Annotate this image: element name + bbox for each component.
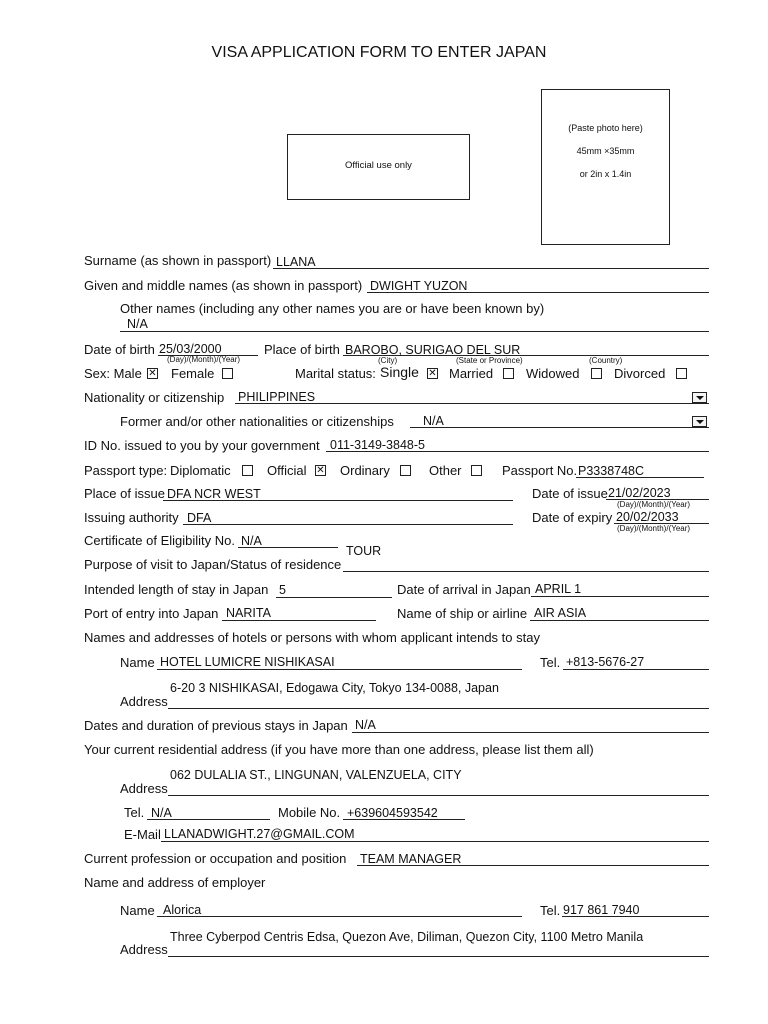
id-no-field[interactable]: 011-3149-3848-5 [330, 438, 425, 452]
divorced-checkbox[interactable] [676, 368, 687, 379]
ship-airline-label: Name of ship or airline [397, 606, 528, 621]
current-address-sublabel: Address [120, 781, 168, 796]
dob-field[interactable]: 25/03/2000 [159, 342, 222, 356]
employer-tel-label: Tel. [540, 903, 561, 918]
given-names-field[interactable]: DWIGHT YUZON [370, 279, 468, 293]
pob-label: Place of birth [264, 342, 340, 357]
nationality-label: Nationality or citizenship [84, 390, 225, 405]
ordinary-label: Ordinary [340, 463, 390, 478]
photo-line-3: or 2in x 1.4in [579, 169, 632, 179]
passport-no-label: Passport No. [502, 463, 578, 478]
employer-name-field[interactable]: Alorica [163, 903, 202, 917]
hotel-address-field[interactable]: 6-20 3 NISHIKASAI, Edogawa City, Tokyo 134-0088, Japan [170, 681, 499, 695]
port-entry-field[interactable]: NARITA [226, 606, 271, 620]
divorced-label: Divorced [614, 366, 666, 381]
current-address-line [168, 795, 709, 796]
hotel-name-label: Name [120, 655, 155, 670]
prev-stays-line [352, 732, 709, 733]
tel-label: Tel. [124, 805, 145, 820]
purpose-label: Purpose of visit to Japan/Status of residence [84, 557, 342, 572]
email-field[interactable]: LLANADWIGHT.27@GMAIL.COM [164, 827, 355, 841]
place-issue-field[interactable]: DFA NCR WEST [167, 487, 261, 501]
employer-address-label: Address [120, 942, 168, 957]
other-label: Other [429, 463, 462, 478]
photo-box [541, 89, 670, 245]
hotel-name-line [157, 669, 522, 670]
former-nationality-line [410, 427, 709, 428]
ship-airline-line [530, 620, 709, 621]
other-names-label: Other names (including any other names you are or have been known by) [120, 301, 545, 316]
mobile-field[interactable]: +639604593542 [347, 806, 438, 820]
prev-stays-field[interactable]: N/A [355, 718, 376, 732]
hotel-tel-label: Tel. [540, 655, 561, 670]
nationality-dropdown-icon[interactable] [692, 392, 707, 403]
diplomatic-label: Diplomatic [170, 463, 231, 478]
former-nationality-field[interactable]: N/A [423, 414, 444, 428]
current-address-label: Your current residential address (if you have more than one address, please list them all) [84, 742, 594, 757]
photo-line-1: (Paste photo here) [568, 123, 643, 133]
date-issue-label: Date of issue [532, 486, 608, 501]
pob-field[interactable]: BAROBO, SURIGAO DEL SUR [345, 343, 521, 357]
tel-field[interactable]: N/A [151, 806, 172, 820]
profession-label: Current profession or occupation and position [84, 851, 347, 866]
former-nationality-label: Former and/or other nationalities or citizenships [120, 414, 394, 429]
diplomatic-checkbox[interactable] [242, 465, 253, 476]
port-entry-line [222, 620, 376, 621]
other-names-line [120, 331, 709, 332]
issuing-authority-label: Issuing authority [84, 510, 179, 525]
hotel-tel-line [563, 669, 709, 670]
employer-name-line [157, 916, 522, 917]
employer-address-line [168, 956, 709, 957]
employer-address-field[interactable]: Three Cyberpod Centris Edsa, Quezon Ave, Diliman, Quezon City, 1100 Metro Manila [170, 930, 644, 944]
issuing-authority-field[interactable]: DFA [187, 511, 212, 525]
female-checkbox[interactable] [222, 368, 233, 379]
email-label: E-Mail [124, 827, 161, 842]
surname-label: Surname (as shown in passport) [84, 253, 272, 268]
official-use-box [287, 134, 470, 200]
female-label: Female [171, 366, 215, 381]
email-line [161, 841, 709, 842]
widowed-checkbox[interactable] [591, 368, 602, 379]
nationality-field[interactable]: PHILIPPINES [238, 390, 316, 404]
purpose-line [343, 571, 709, 572]
date-arrival-field[interactable]: APRIL 1 [535, 582, 582, 596]
cert-eligibility-label: Certificate of Eligibility No. [84, 533, 235, 548]
surname-field[interactable]: LLANA [276, 255, 316, 269]
married-label: Married [449, 366, 494, 381]
given-names-label: Given and middle names (as shown in passport) [84, 278, 363, 293]
date-arrival-line [531, 596, 709, 597]
mobile-label: Mobile No. [278, 805, 341, 820]
date-issue-hint: (Day)/(Month)/(Year) [617, 500, 691, 509]
other-names-field[interactable]: N/A [127, 317, 148, 331]
employer-tel-field[interactable]: 917 861 7940 [563, 903, 640, 917]
hotel-name-field[interactable]: HOTEL LUMICRE NISHIKASAI [160, 655, 335, 669]
form-title: VISA APPLICATION FORM TO ENTER JAPAN [211, 44, 547, 61]
profession-field[interactable]: TEAM MANAGER [360, 852, 462, 866]
hotel-address-line [168, 708, 709, 709]
country-hint: (Country) [589, 356, 623, 365]
hotels-label: Names and addresses of hotels or persons with whom applicant intends to stay [84, 630, 540, 645]
date-expiry-hint: (Day)/(Month)/(Year) [617, 524, 691, 533]
current-address-field[interactable]: 062 DULALIA ST., LINGUNAN, VALENZUELA, CITY [170, 768, 462, 782]
passport-no-field[interactable]: P3338748C [578, 464, 645, 478]
city-hint: (City) [378, 356, 398, 365]
dob-label: Date of birth [84, 342, 155, 357]
issuing-authority-line [183, 524, 513, 525]
date-issue-field[interactable]: 21/02/2023 [608, 486, 671, 500]
passport-type-label: Passport type: [84, 463, 168, 478]
photo-line-2: 45mm ×35mm [576, 146, 635, 156]
ordinary-checkbox[interactable] [400, 465, 411, 476]
surname-line [273, 268, 709, 269]
marital-value: Single [380, 364, 419, 380]
hotel-address-label: Address [120, 694, 168, 709]
married-checkbox[interactable] [503, 368, 514, 379]
official-label: Official [267, 463, 307, 478]
single-checkbox[interactable]: ✕ [428, 368, 437, 379]
male-checkbox[interactable]: ✕ [148, 368, 157, 379]
former-nationality-dropdown-icon[interactable] [692, 416, 707, 427]
state-hint: (State or Province) [456, 356, 523, 365]
employer-name-label: Name [120, 903, 155, 918]
ship-airline-field[interactable]: AIR ASIA [534, 606, 587, 620]
length-stay-label: Intended length of stay in Japan [84, 582, 269, 597]
prev-stays-label: Dates and duration of previous stays in Japan [84, 718, 348, 733]
official-checkbox[interactable]: ✕ [316, 465, 325, 476]
place-issue-label: Place of issue [84, 486, 165, 501]
official-use-label: Official use only [345, 160, 412, 171]
other-checkbox[interactable] [471, 465, 482, 476]
employer-label: Name and address of employer [84, 875, 266, 890]
marital-label: Marital status: [295, 366, 376, 381]
sex-label: Sex: Male [84, 366, 142, 381]
hotel-tel-field[interactable]: +813-5676-27 [566, 655, 645, 669]
length-stay-field[interactable]: 5 [279, 583, 286, 597]
purpose-field[interactable]: TOUR [346, 544, 382, 558]
date-expiry-label: Date of expiry [532, 510, 613, 525]
port-entry-label: Port of entry into Japan [84, 606, 219, 621]
length-stay-line [276, 597, 392, 598]
date-arrival-label: Date of arrival in Japan [397, 582, 531, 597]
date-expiry-field[interactable]: 20/02/2033 [616, 510, 679, 524]
id-no-label: ID No. issued to you by your government [84, 438, 320, 453]
cert-eligibility-field[interactable]: N/A [241, 534, 262, 548]
dob-hint: (Day)/(Month)/(Year) [167, 355, 241, 364]
widowed-label: Widowed [526, 366, 580, 381]
